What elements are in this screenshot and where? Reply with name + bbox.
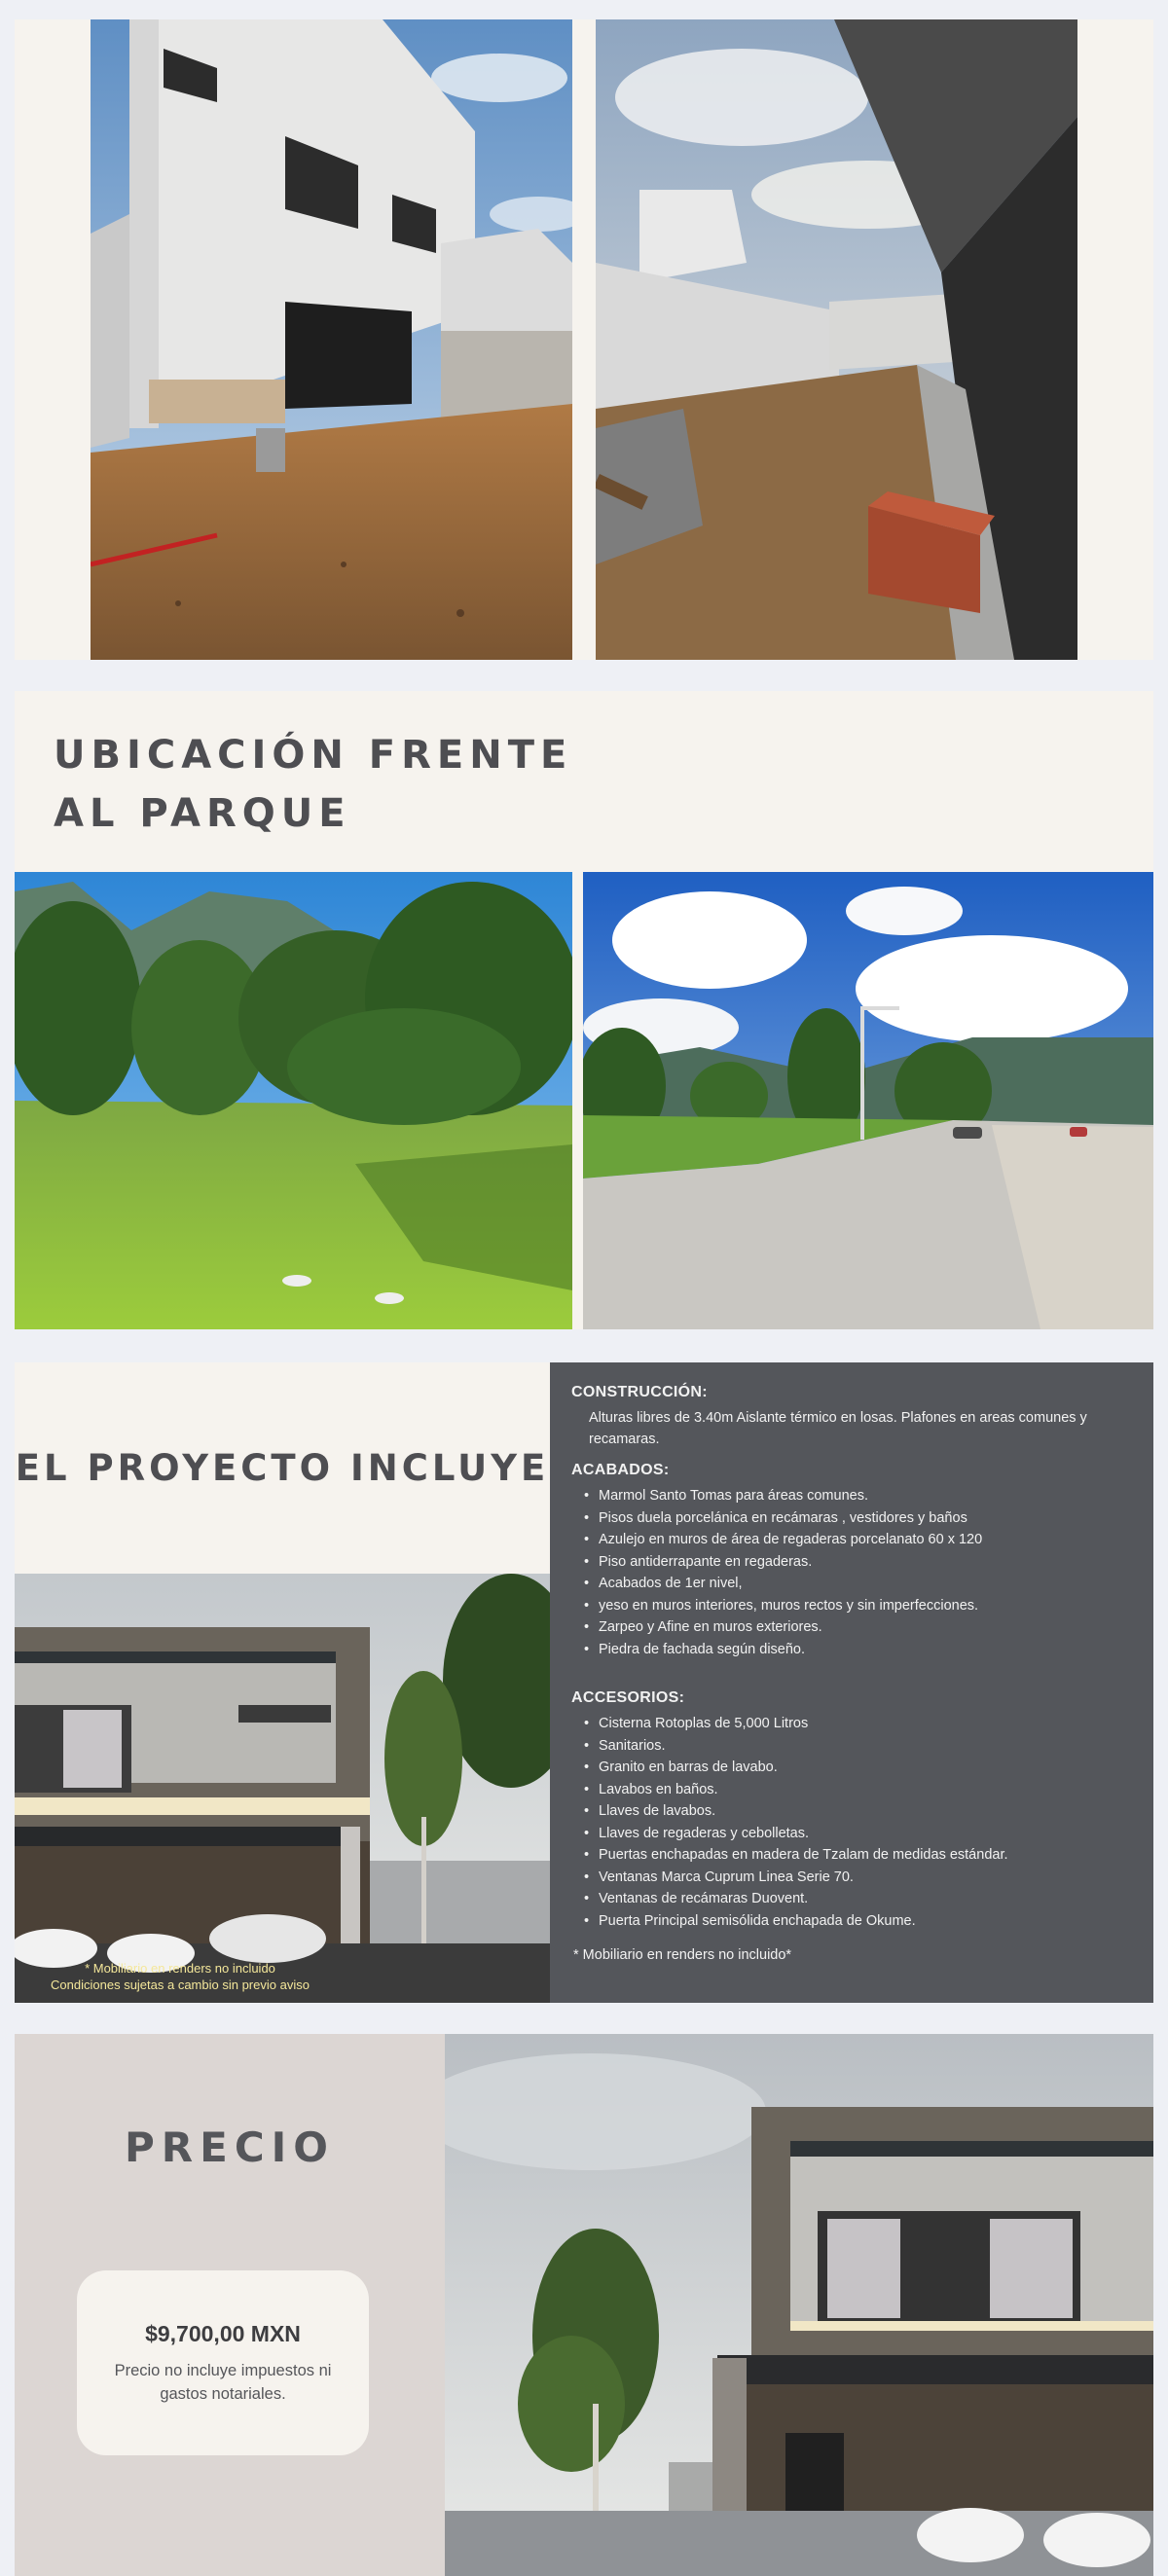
project-title: EL PROYECTO INCLUYE bbox=[15, 1447, 550, 1489]
list-item: • Cisterna Rotoplas de 5,000 Litros bbox=[571, 1713, 1132, 1735]
list-item: • Granito en barras de lavabo. bbox=[571, 1757, 1132, 1779]
price-card bbox=[77, 2270, 369, 2455]
list-item: • Marmol Santo Tomas para áreas comunes. bbox=[571, 1485, 1132, 1507]
construction-backyard-photo bbox=[596, 19, 1077, 660]
price-amount: $9,700,00 MXN bbox=[145, 2321, 301, 2346]
list-item: • Puerta Principal semisólida enchapada de Okume. bbox=[571, 1910, 1132, 1933]
accessories-heading: ACCESORIOS: bbox=[571, 1689, 685, 1706]
project-section bbox=[15, 1362, 1153, 2003]
construction-text: Alturas libres de 3.40m Aislante térmico en losas. Plafones en areas comunes y recamaras. bbox=[589, 1410, 1087, 1447]
price-note: Precio no incluye impuestos ni gastos notariales. bbox=[114, 2362, 332, 2403]
park-lawn-photo bbox=[15, 872, 572, 1329]
list-item: • Ventanas de recámaras Duovent. bbox=[571, 1888, 1132, 1910]
accessories-list bbox=[571, 1713, 1132, 1932]
price-title: PRECIO bbox=[125, 2123, 335, 2171]
location-section bbox=[15, 691, 1153, 1329]
list-item: • Puertas enchapadas en madera de Tzalam de medidas estándar. bbox=[571, 1844, 1132, 1867]
render-disclaimer-line1: * Mobiliario en renders no incluido bbox=[85, 1961, 275, 1976]
list-item: • Piedra de fachada según diseño. bbox=[571, 1639, 1132, 1661]
construction-gallery bbox=[15, 19, 1153, 660]
list-item: • Sanitarios. bbox=[571, 1735, 1132, 1758]
list-item: • Pisos duela porcelánica en recámaras , vestidores y baños bbox=[571, 1507, 1132, 1530]
finishes-list bbox=[571, 1485, 1132, 1660]
list-item: • Zarpeo y Afine en muros exteriores. bbox=[571, 1616, 1132, 1639]
location-title bbox=[54, 726, 638, 843]
house-render-photo bbox=[15, 1574, 550, 2003]
list-item: • yeso en muros interiores, muros rectos y sin imperfecciones. bbox=[571, 1595, 1132, 1617]
finishes-heading: ACABADOS: bbox=[571, 1462, 670, 1478]
list-item: • Ventanas Marca Cuprum Linea Serie 70. bbox=[571, 1867, 1132, 1889]
park-street-photo bbox=[583, 872, 1153, 1329]
specs-panel bbox=[550, 1362, 1153, 2003]
furniture-note: * Mobiliario en renders no incluido* bbox=[573, 1947, 792, 1963]
project-title-panel bbox=[15, 1362, 550, 1574]
construction-heading: CONSTRUCCIÓN: bbox=[571, 1384, 708, 1400]
list-item: • Llaves de regaderas y cebolletas. bbox=[571, 1823, 1132, 1845]
list-item: • Lavabos en baños. bbox=[571, 1779, 1132, 1801]
price-section bbox=[15, 2034, 1153, 2576]
list-item: • Llaves de lavabos. bbox=[571, 1800, 1132, 1823]
price-panel bbox=[15, 2034, 445, 2576]
list-item: • Piso antiderrapante en regaderas. bbox=[571, 1551, 1132, 1574]
location-title-line1: UBICACIÓN FRENTE bbox=[54, 733, 573, 778]
render-disclaimer bbox=[15, 1960, 346, 1993]
construction-front-photo bbox=[91, 19, 572, 660]
house-facade-render bbox=[445, 2034, 1153, 2576]
render-disclaimer-line2: Condiciones sujetas a cambio sin previo aviso bbox=[51, 1977, 310, 1992]
location-title-line2: AL PARQUE bbox=[54, 791, 351, 836]
list-item: • Acabados de 1er nivel, bbox=[571, 1573, 1132, 1595]
list-item: • Azulejo en muros de área de regaderas porcelanato 60 x 120 bbox=[571, 1529, 1132, 1551]
